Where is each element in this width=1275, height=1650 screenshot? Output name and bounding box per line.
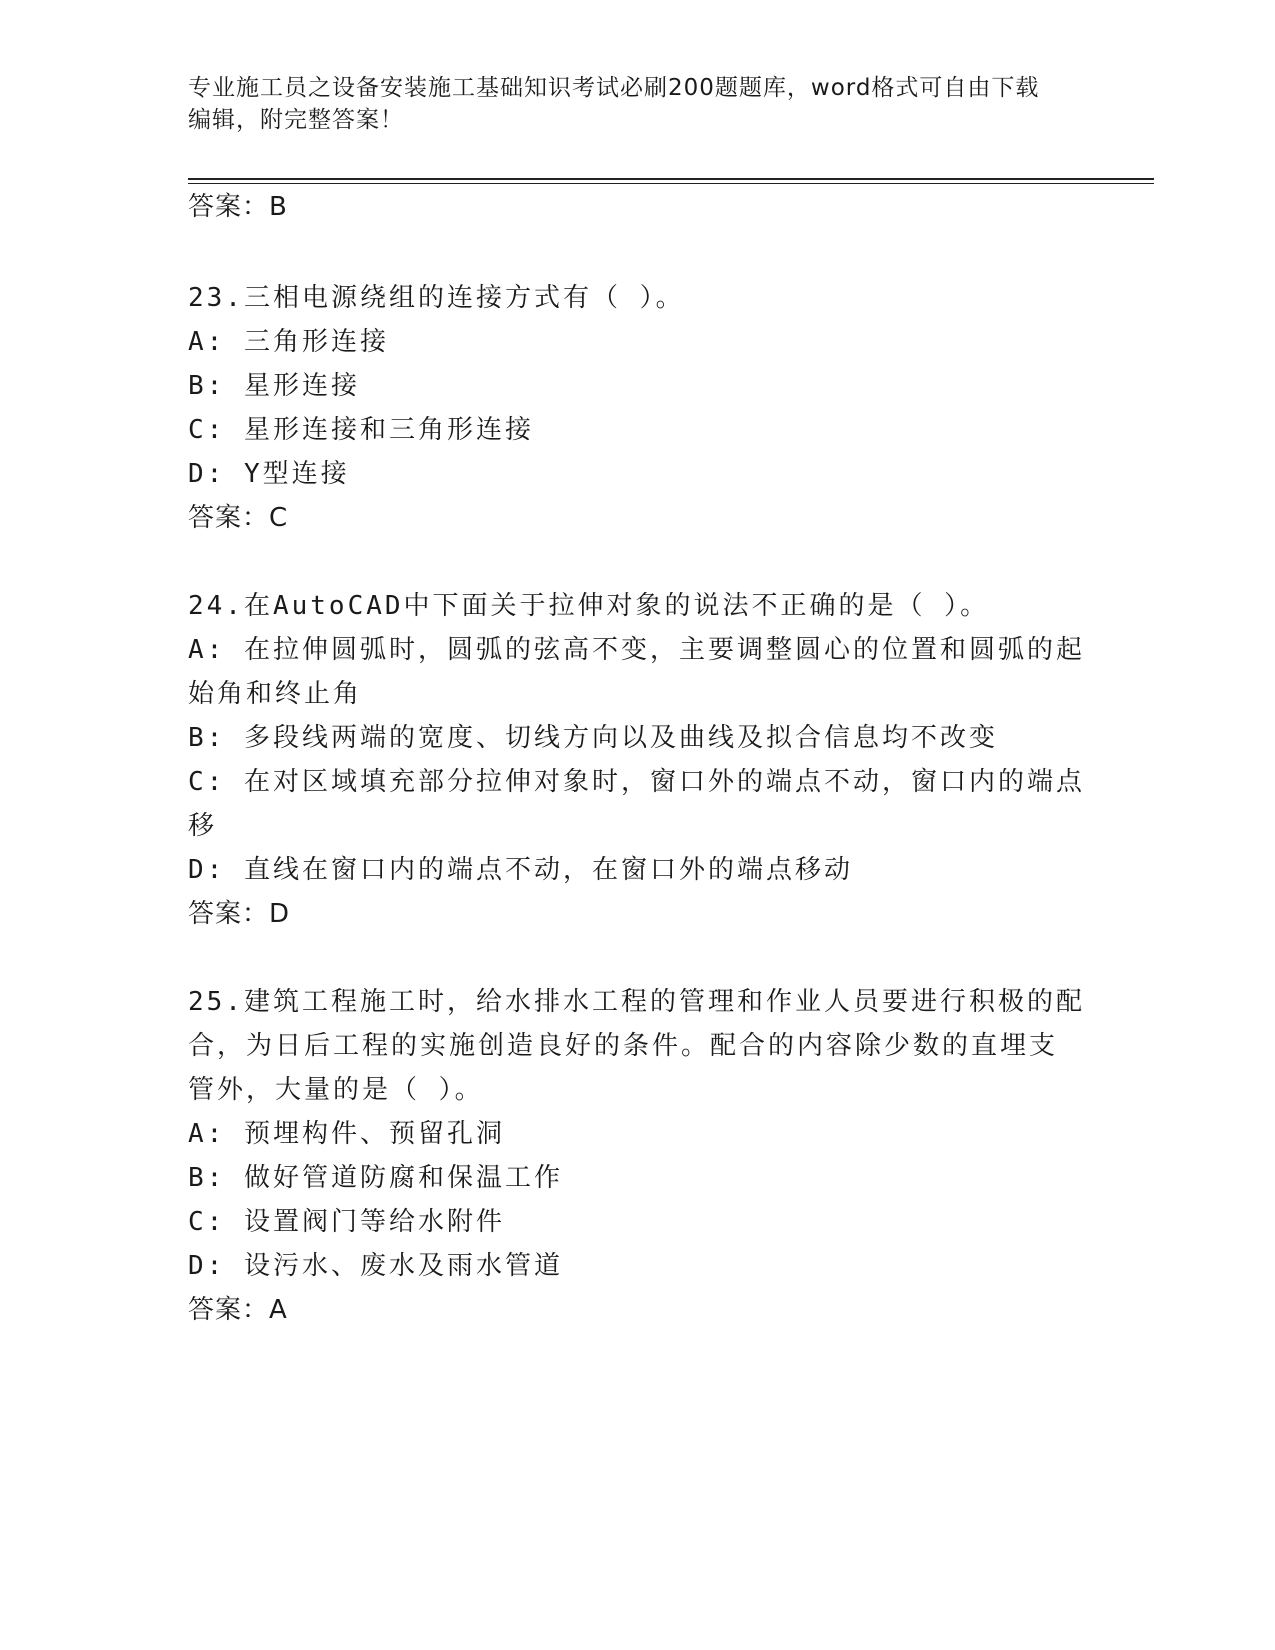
q23-option-b: B: 星形连接 bbox=[188, 371, 360, 401]
q24-option-c-line1: C: 在对区域填充部分拉伸对象时，窗口外的端点不动，窗口内的端点 bbox=[188, 767, 1085, 797]
q24-stem: 24.在AutoCAD中下面关于拉伸对象的说法不正确的是（ ）。 bbox=[188, 591, 990, 621]
q25-stem-line1: 25.建筑工程施工时，给水排水工程的管理和作业人员要进行积极的配 bbox=[188, 987, 1085, 1017]
q23-option-c: C: 星形连接和三角形连接 bbox=[188, 415, 534, 445]
q25-stem-line3: 管外，大量的是（ ）。 bbox=[188, 1075, 484, 1105]
prev-question-answer: 答案：B bbox=[188, 192, 288, 222]
q25-option-a: A: 预埋构件、预留孔洞 bbox=[188, 1119, 505, 1149]
q24-option-b: B: 多段线两端的宽度、切线方向以及曲线及拟合信息均不改变 bbox=[188, 723, 998, 753]
header-divider-thick bbox=[188, 178, 1154, 180]
q24-answer: 答案：D bbox=[188, 899, 291, 929]
q23-answer: 答案：C bbox=[188, 503, 289, 533]
q23-option-a: A: 三角形连接 bbox=[188, 327, 389, 357]
header-divider-thin bbox=[188, 183, 1154, 184]
q25-answer: 答案：A bbox=[188, 1295, 288, 1325]
q25-option-b: B: 做好管道防腐和保温工作 bbox=[188, 1163, 563, 1193]
q24-option-c-line2: 移 bbox=[188, 811, 218, 841]
document-header bbox=[188, 72, 1068, 136]
q23-option-d: D: Y型连接 bbox=[188, 459, 350, 489]
q23-stem: 23.三相电源绕组的连接方式有（ ）。 bbox=[188, 283, 685, 313]
header-line-2: 编辑，附完整答案！ bbox=[188, 107, 404, 133]
q25-option-c: C: 设置阀门等给水附件 bbox=[188, 1207, 505, 1237]
q24-option-a-line2: 始角和终止角 bbox=[188, 679, 363, 709]
q25-option-d: D: 设污水、废水及雨水管道 bbox=[188, 1251, 563, 1281]
q25-stem-line2: 合，为日后工程的实施创造良好的条件。配合的内容除少数的直埋支 bbox=[188, 1031, 1059, 1061]
header-line-1: 专业施工员之设备安装施工基础知识考试必刷200题题库，word格式可自由下载 bbox=[188, 75, 1040, 101]
q24-option-a-line1: A: 在拉伸圆弧时，圆弧的弦高不变，主要调整圆心的位置和圆弧的起 bbox=[188, 635, 1085, 665]
q24-option-d: D: 直线在窗口内的端点不动，在窗口外的端点移动 bbox=[188, 855, 853, 885]
